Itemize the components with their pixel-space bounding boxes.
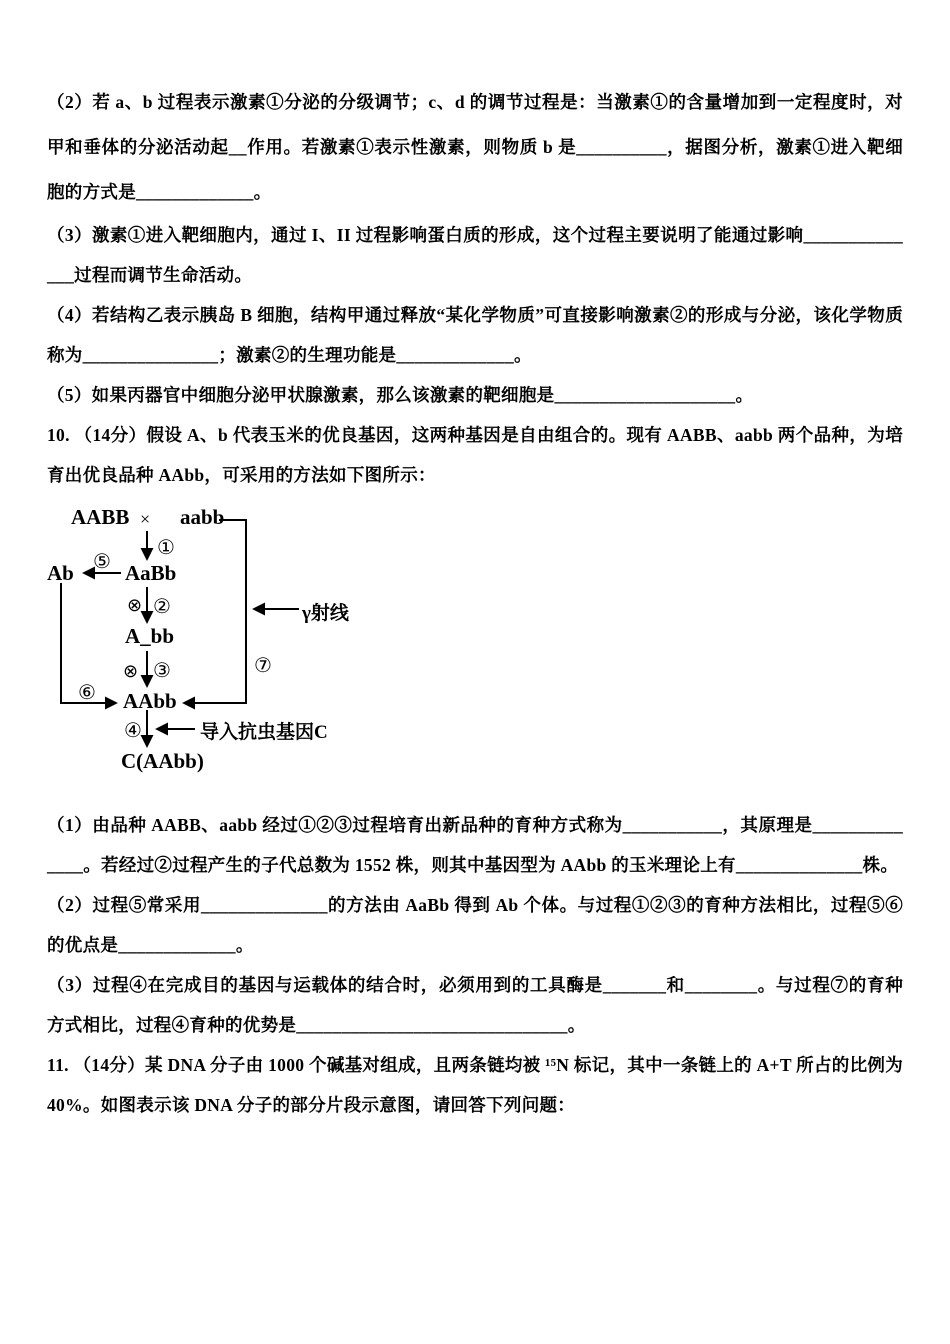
genotype-final-C-AAbb: C(AAbb) — [121, 749, 204, 773]
q10-part3-text: （3）过程④在完成目的基因与运载体的结合时，必须用到的工具酶是_______和________。与过程⑦的育种方式相比，过程④育种的优势是______________________________。 — [47, 975, 903, 1035]
step-7-label: ⑦ — [254, 655, 272, 677]
selfing-symbol-2: ⊗ — [123, 661, 139, 681]
genotype-parent-aabb: aabb — [180, 505, 225, 529]
step-2-label: ② — [153, 596, 171, 618]
genotype-target-AAbb: AAbb — [123, 689, 177, 713]
step-5-label: ⑤ — [93, 551, 111, 573]
q9-part5-text: （5）如果丙器官中细胞分泌甲状腺激素，那么该激素的靶细胞是____________________。 — [47, 385, 754, 405]
genotype-parent-AABB: AABB — [71, 505, 130, 529]
q10-part1-text: （1）由品种 AABB、aabb 经过①②③过程培育出新品种的育种方式称为___________，其原理是______________。若经过②过程产生的子代总数为 1552 株，则其中基因型为 AAbb 的玉米理论上有______________株。 — [47, 815, 903, 875]
gene-insert-label: 导入抗虫基因C — [200, 722, 328, 743]
genotype-f1-AaBb: AaBb — [125, 561, 177, 585]
cross-symbol: × — [140, 509, 151, 529]
gamma-ray-label: γ射线 — [302, 603, 349, 624]
q9-part2-text: （2）若 a、b 过程表示激素①分泌的分级调节；c、d 的调节过程是：当激素①的含量增加到一定程度时，对甲和垂体的分泌活动起__作用。若激素①表示性激素，则物质 b 是__________，据图分析，激素①进入靶细胞的方式是_____________。 — [47, 92, 903, 202]
q9-part3-text: （3）激素①进入靶细胞内，通过 I、II 过程影响蛋白质的形成，这个过程主要说明了能通过影响______________过程而调节生命活动。 — [47, 225, 903, 285]
step-4-label: ④ — [124, 720, 142, 742]
q10-part2-text: （2）过程⑤常采用______________的方法由 AaBb 得到 Ab 个体。与过程①②③的育种方法相比，过程⑤⑥的优点是_____________。 — [47, 895, 903, 955]
step-3-label: ③ — [153, 660, 171, 682]
q11-intro-text: 11. （14分）某 DNA 分子由 1000 个碱基对组成，且两条链均被 ¹⁵N 标记，其中一条链上的 A+T 所占的比例为 40%。如图表示该 DNA 分子的部分片段示意图，请回答下列问题： — [47, 1055, 903, 1115]
selfing-symbol-1: ⊗ — [127, 595, 143, 615]
q9-part4-text: （4）若结构乙表示胰岛 B 细胞，结构甲通过释放“某化学物质”可直接影响激素②的形成与分泌，该化学物质称为_______________；激素②的生理功能是_____________。 — [47, 305, 903, 365]
genotype-gamete-Ab: Ab — [47, 561, 74, 585]
q10-intro-text: 10. （14分）假设 A、b 代表玉米的优良基因，这两种基因是自由组合的。现有 AABB、aabb 两个品种，为培育出优良品种 AAbb，可采用的方法如下图所示： — [47, 425, 903, 485]
step-6-label: ⑥ — [78, 682, 96, 704]
flowchart-arrows — [47, 503, 477, 795]
step-1-label: ① — [157, 537, 175, 559]
genotype-f2-A_bb: A_bb — [125, 624, 175, 648]
breeding-flowchart-diagram — [47, 503, 477, 795]
